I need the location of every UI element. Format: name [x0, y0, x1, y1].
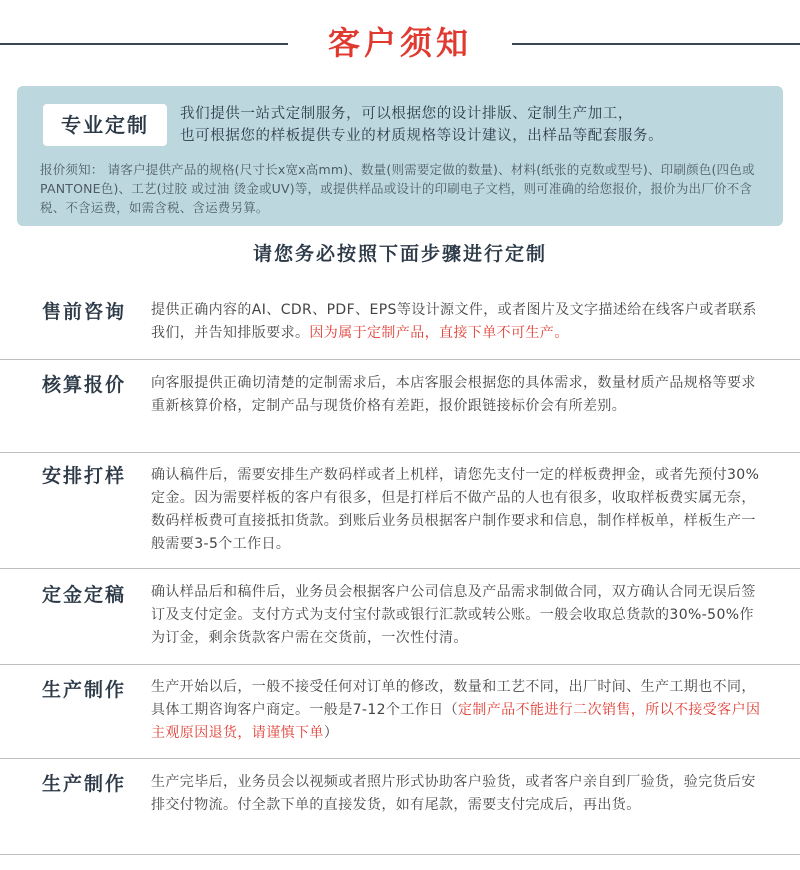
step-text: 生产开始以后，一般不接受任何对订单的修改，数量和工艺不同，出厂时间、生产工期也不同，具体工期咨询客户商定。一般是7-12个工作日（: [151, 679, 756, 718]
step-description: [151, 464, 761, 556]
step-text: 确认稿件后，需要安排生产数码样或者上机样，请您先支付一定的样板费押金，或者先预付30%定金。因为需要样板的客户有很多，但是打样后不做产品的人也有很多，收取样板费实属无奈，数码样板费可直接抵扣货款。到账后业务员根据客户制作要求和信息，制作样板单，样板生产一般需要3-5个工作日。: [151, 467, 760, 552]
quote-notice: 报价须知： 请客户提供产品的规格(尺寸长x宽x高mm)、数量(则需要定做的数量)、材料(纸张的克数或型号)、印刷颜色(四色或PANTONE色)、工艺(过胶 或过油 烫金或UV)等，或提供样品或设计的印刷电子文档，则可准确的给您报价，报价为出厂价不含税、不含运费，如需含税、含运费另算。: [40, 162, 755, 215]
step-description: [151, 771, 761, 817]
step-production: [0, 665, 800, 759]
page-title: 客户须知: [327, 24, 472, 62]
step-production-complete: [0, 759, 800, 855]
step-text: 确认样品后和稿件后，业务员会根据客户公司信息及产品需求制做合同，双方确认合同无误后签订及支付定金。支付方式为支付宝付款或银行汇款或转公账。一般会收取总货款的30%-50%作为订金，剩余货款客户需在交货前，一次性付清。: [151, 584, 756, 646]
info-box: [17, 86, 783, 226]
step-description: [151, 581, 761, 650]
header-divider-right: [512, 43, 800, 45]
intro-line-1: 我们提供一站式定制服务，可以根据您的设计排版、定制生产加工，: [180, 106, 633, 122]
step-description: [151, 299, 761, 345]
step-quote-calculation: [0, 360, 800, 453]
step-arrange-sample: [0, 453, 800, 569]
steps-heading: 请您务必按照下面步骤进行定制: [252, 243, 547, 265]
step-description: [151, 676, 761, 745]
step-title: 定金定稿: [42, 584, 127, 606]
step-title: 售前咨询: [42, 301, 127, 323]
page-header: [0, 0, 800, 80]
step-title: 安排打样: [42, 465, 127, 487]
step-description: [151, 372, 761, 418]
step-warning: 因为属于定制产品，直接下单不可生产。: [309, 325, 569, 341]
step-text: 提供正确内容的AI、CDR、PDF、EPS等设计源文件，或者图片及文字描述给在线客户或者联系我们，并告知排版要求。: [151, 302, 757, 341]
step-text-end: ）: [323, 725, 339, 741]
professional-custom-badge: 专业定制: [43, 104, 167, 146]
step-title: 生产制作: [42, 773, 127, 795]
step-text: 生产完毕后，业务员会以视频或者照片形式协助客户验货，或者客户亲自到厂验货，验完货后安排交付物流。付全款下单的直接发货，如有尾款，需要支付完成后，再出货。: [151, 774, 756, 813]
step-title: 核算报价: [42, 374, 127, 396]
step-warning: 定制产品不能进行二次销售，所以不接受客户因主观原因退货，请谨慎下单: [151, 702, 761, 741]
step-text: 向客服提供正确切清楚的定制需求后，本店客服会根据您的具体需求，数量材质产品规格等要求重新核算价格，定制产品与现货价格有差距，报价跟链接标价会有所差别。: [151, 375, 756, 414]
step-presale-consult: [0, 296, 800, 360]
intro-line-2: 也可根据您的样板提供专业的材质规格等设计建议，出样品等配套服务。: [180, 128, 664, 144]
service-intro: [180, 103, 775, 147]
step-title: 生产制作: [42, 679, 127, 701]
step-deposit-finalize: [0, 569, 800, 665]
